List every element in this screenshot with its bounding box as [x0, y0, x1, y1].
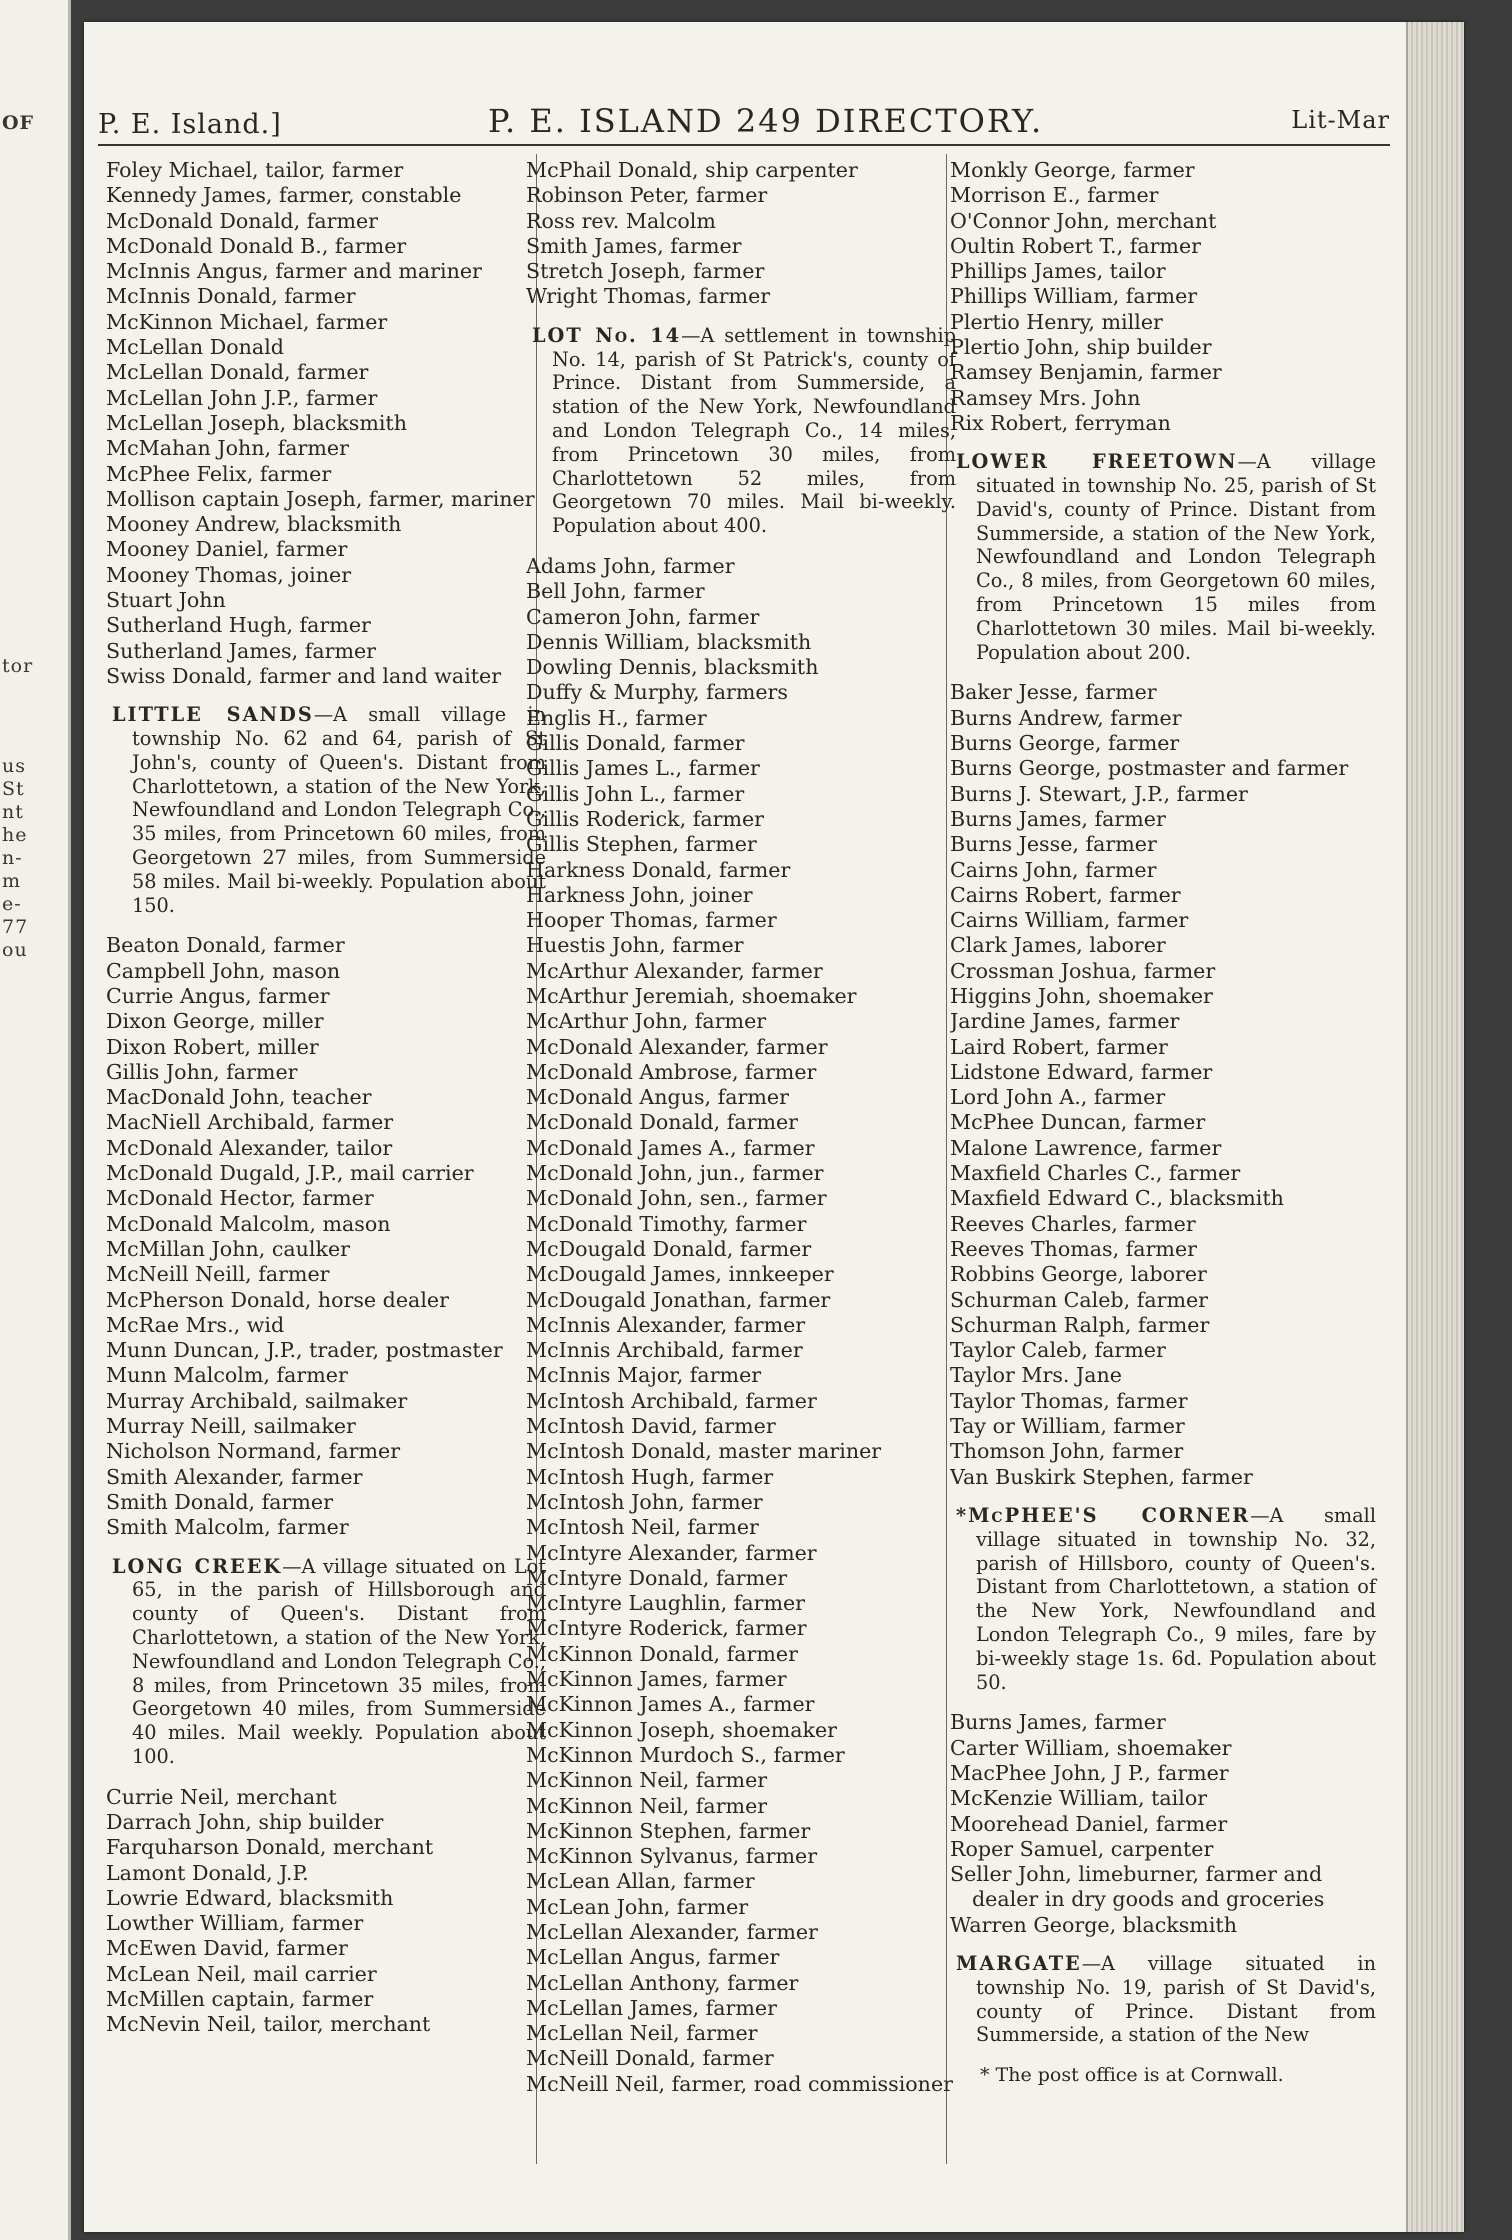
directory-entry: McDonald John, sen., farmer — [526, 1186, 827, 1211]
directory-entry: Smith Alexander, farmer — [106, 1464, 363, 1489]
place-name: *McPHEE'S CORNER — [956, 1503, 1251, 1527]
directory-entry: Burns James, farmer — [950, 1710, 1166, 1735]
directory-entry: Gillis Donald, farmer — [526, 731, 745, 756]
directory-entry: Cameron John, farmer — [526, 604, 760, 629]
directory-entry: Mollison captain Joseph, farmer, mariner — [106, 486, 535, 511]
directory-entry: Burns J. Stewart, J.P., farmer — [950, 781, 1248, 806]
place-name: LOT No. 14 — [532, 323, 682, 347]
directory-entry: McPhail Donald, ship carpenter — [526, 158, 858, 182]
directory-entry: McMillan John, caulker — [106, 1236, 350, 1261]
place-text: —A village situated on Lot 65, in the parish of Hillsborough and county of Queen's. Distant from Charlottetown, a station of the New York, Newfoundland and London Telegraph Co., 8 miles, from Princetown 35 miles, from Georgetown 40 miles, from Summerside 40 miles. Mail weekly. Population about 100. — [132, 1554, 546, 1768]
directory-entry: Higgins John, shoemaker — [950, 984, 1213, 1008]
place-text: —A village situated in township No. 19, parish of St David's, county of Prince. Distant from Summerside, a station of the New — [976, 1951, 1376, 2047]
directory-entry: Ramsey Benjamin, farmer — [950, 360, 1222, 385]
directory-entry: McEwen David, farmer — [106, 1936, 348, 1961]
place-text: —A settlement in township No. 14, parish of St Patrick's, county of Prince. Distant from Summerside, a station of the New York, Newfoundland and London Telegraph Co., 14 miles, from Princetown 30 miles, from Charlottetown 52 miles, from Georgetown 70 miles. Mail bi-weekly. Population about 400. — [552, 323, 956, 538]
directory-entry: McIntosh Archibald, farmer — [526, 1388, 817, 1413]
directory-entry: McRae Mrs., wid — [106, 1312, 285, 1337]
directory-entry: Murray Neill, sailmaker — [106, 1414, 356, 1439]
directory-entry: McDonald Alexander, farmer — [526, 1034, 828, 1059]
directory-entry: McLean Allan, farmer — [526, 1869, 755, 1894]
directory-entry: McDonald Dugald, J.P., mail carrier — [106, 1161, 474, 1186]
directory-entry: Gillis Roderick, farmer — [526, 806, 765, 831]
directory-entry: McDougald Donald, farmer — [526, 1236, 812, 1261]
directory-entry: McDonald Donald B., farmer — [106, 233, 407, 258]
directory-entry: Burns George, postmaster and farmer — [950, 756, 1349, 781]
directory-entry: Currie Neil, merchant — [106, 1784, 337, 1809]
directory-entry: Taylor Thomas, farmer — [950, 1388, 1188, 1413]
page-title: P. E. ISLAND 249 DIRECTORY. — [488, 102, 1044, 140]
header-right-range: Lit-Mar — [1291, 106, 1390, 134]
directory-entry: Crossman Joshua, farmer — [950, 958, 1216, 983]
directory-entry: Jardine James, farmer — [950, 1009, 1180, 1034]
directory-entry: McMahan John, farmer — [106, 436, 349, 461]
directory-entry: Moorehead Daniel, farmer — [950, 1811, 1228, 1836]
directory-entry: McDonald Ambrose, farmer — [526, 1059, 817, 1084]
directory-entry: McDonald Timothy, farmer — [526, 1211, 807, 1236]
directory-entry: Rix Robert, ferryman — [950, 410, 1171, 435]
directory-entry: Cairns William, farmer — [950, 908, 1189, 933]
directory-entry: McInnis Angus, farmer and mariner — [106, 259, 482, 284]
directory-entry: McIntosh Neil, farmer — [526, 1515, 759, 1540]
prev-page-fragment: m — [2, 870, 22, 892]
directory-entry: Cairns Robert, farmer — [950, 882, 1181, 907]
directory-entry: Adams John, farmer — [526, 553, 735, 578]
directory-entry: Lamont Donald, J.P. — [106, 1860, 309, 1885]
directory-entry: McIntosh Hugh, farmer — [526, 1464, 774, 1489]
directory-entry: McIntyre Roderick, farmer — [526, 1616, 807, 1641]
directory-entry: Harkness John, joiner — [526, 882, 753, 907]
directory-entry: Smith James, farmer — [526, 233, 742, 258]
directory-entry: Clark James, laborer — [950, 933, 1166, 958]
directory-entry: McInnis Archibald, farmer — [526, 1338, 803, 1363]
directory-entry: Phillips James, tailor — [950, 259, 1166, 284]
prev-page-fragment: he — [2, 824, 28, 846]
directory-page — [84, 22, 1464, 2232]
directory-entry: McKinnon Stephen, farmer — [526, 1818, 811, 1843]
directory-entry: Thomson John, farmer — [950, 1439, 1184, 1464]
directory-entry: Lowther William, farmer — [106, 1911, 364, 1936]
directory-entry: McMillen captain, farmer — [106, 1987, 374, 2012]
directory-entry: McLellan Donald — [106, 335, 284, 360]
directory-entry: Oultin Robert T., farmer — [950, 233, 1201, 258]
place-text: —A small village in township No. 62 and 64, parish of St John's, county of Queen's. Distant from Charlottetown, a station of the New York, Newfoundland and London Telegraph Co., 35 miles, from Princetown 60 miles, from Georgetown 27 miles, from Summerside 58 miles. Mail bi-weekly. Population about 150. — [132, 703, 546, 917]
directory-entry: McPhee Duncan, farmer — [950, 1110, 1206, 1135]
directory-entry: McNeill Neill, farmer — [106, 1262, 330, 1287]
directory-entry: Munn Duncan, J.P., trader, postmaster — [106, 1338, 503, 1363]
directory-entry: Hooper Thomas, farmer — [526, 908, 777, 933]
column-3 — [950, 158, 1376, 2088]
place-text: —A small village situated in township No. 32, parish of Hillsboro, county of Queen's. Distant from Charlottetown, a station of the New York, Newfoundland and London Telegraph Co., 9 miles, fare by bi-weekly stage 1s. 6d. Population about 50. — [976, 1503, 1377, 1694]
header-left: P. E. Island.] — [98, 109, 282, 140]
place-description — [106, 703, 546, 917]
footnote: * The post office is at Cornwall. — [980, 2064, 1284, 2087]
directory-entry: McLellan Neil, farmer — [526, 2021, 758, 2046]
directory-entry: McLellan Alexander, farmer — [526, 1919, 818, 1944]
previous-page-edge — [0, 0, 71, 2240]
directory-entry: Gillis John L., farmer — [526, 781, 745, 806]
prev-page-fragment: n- — [2, 847, 23, 869]
directory-entry: Dennis William, blacksmith — [526, 629, 812, 654]
directory-entry: Carter William, shoemaker — [950, 1735, 1232, 1760]
directory-entry: McDonald James A., farmer — [526, 1135, 815, 1160]
directory-entry: McKinnon Murdoch S., farmer — [526, 1742, 845, 1767]
directory-entry: McInnis Major, farmer — [526, 1363, 762, 1388]
directory-entry: Van Buskirk Stephen, farmer — [950, 1464, 1253, 1489]
directory-entry: McKinnon Neil, farmer — [526, 1768, 768, 1793]
directory-entry: McNevin Neil, tailor, merchant — [106, 2012, 431, 2037]
prev-page-fragment: tor — [2, 655, 34, 677]
directory-entry: MacDonald John, teacher — [106, 1085, 372, 1110]
directory-entry: Dixon George, miller — [106, 1009, 324, 1034]
directory-entry: McLellan Joseph, blacksmith — [106, 410, 407, 435]
directory-entry: McLean John, farmer — [526, 1894, 749, 1919]
directory-entry: Dixon Robert, miller — [106, 1034, 319, 1059]
directory-entry: O'Connor John, merchant — [950, 208, 1217, 233]
place-name: LITTLE SANDS — [112, 703, 314, 727]
place-description — [950, 450, 1376, 664]
directory-entry: Baker Jesse, farmer — [950, 680, 1157, 705]
directory-entry: Lowrie Edward, blacksmith — [106, 1885, 394, 1910]
directory-entry: MacPhee John, J P., farmer — [950, 1760, 1229, 1785]
directory-entry: Smith Donald, farmer — [106, 1489, 333, 1514]
directory-entry: McInnis Donald, farmer — [106, 284, 356, 309]
directory-entry: MacNiell Archibald, farmer — [106, 1110, 394, 1135]
directory-entry: McNeill Donald, farmer — [526, 2046, 774, 2071]
directory-entry: McKinnon Joseph, shoemaker — [526, 1717, 838, 1742]
directory-entry: Harkness Donald, farmer — [526, 857, 791, 882]
directory-entry: McIntyre Alexander, farmer — [526, 1540, 817, 1565]
directory-entry: McLellan Angus, farmer — [526, 1945, 780, 1970]
directory-entry: Gillis John, farmer — [106, 1059, 298, 1084]
directory-entry: McDonald Hector, farmer — [106, 1186, 374, 1211]
directory-entry: McDougald Jonathan, farmer — [526, 1287, 831, 1312]
directory-entry: Sutherland James, farmer — [106, 638, 377, 663]
directory-entry: Dowling Dennis, blacksmith — [526, 655, 819, 680]
directory-entry: McPherson Donald, horse dealer — [106, 1287, 449, 1312]
directory-entry: Sutherland Hugh, farmer — [106, 613, 371, 638]
directory-entry: Mooney Andrew, blacksmith — [106, 512, 402, 537]
directory-entry: Foley Michael, tailor, farmer — [106, 158, 404, 182]
directory-entry: McDonald Alexander, tailor — [106, 1135, 393, 1160]
directory-entry: Currie Angus, farmer — [106, 984, 330, 1008]
directory-entry: Robinson Peter, farmer — [526, 183, 768, 208]
directory-entry: McArthur Alexander, farmer — [526, 958, 823, 983]
directory-entry: Robbins George, laborer — [950, 1262, 1207, 1287]
directory-entry: Laird Robert, farmer — [950, 1034, 1168, 1059]
directory-entry: Smith Malcolm, farmer — [106, 1515, 349, 1540]
prev-page-fragment: ou — [2, 939, 28, 961]
directory-entry: Mooney Thomas, joiner — [106, 562, 352, 587]
directory-entry: Burns Andrew, farmer — [950, 705, 1182, 730]
directory-entry: Stuart John — [106, 588, 226, 613]
directory-entry: Duffy & Murphy, farmers — [526, 680, 788, 705]
directory-entry: Lidstone Edward, farmer — [950, 1059, 1213, 1084]
directory-entry: McKinnon James, farmer — [526, 1667, 787, 1692]
directory-entry: Plertio Henry, miller — [950, 309, 1163, 334]
directory-entry: Plertio John, ship builder — [950, 335, 1212, 360]
place-description — [106, 1555, 546, 1769]
directory-entry: Phillips William, farmer — [950, 284, 1198, 309]
column-2 — [526, 158, 956, 2097]
directory-entry: Cairns John, farmer — [950, 857, 1157, 882]
prev-page-fragment: e- — [2, 893, 22, 915]
directory-entry: McDougald James, innkeeper — [526, 1262, 834, 1287]
place-name: LONG CREEK — [112, 1554, 283, 1578]
directory-entry: Taylor Caleb, farmer — [950, 1338, 1166, 1363]
directory-entry: Taylor Mrs. Jane — [950, 1363, 1122, 1388]
directory-entry: McKinnon Neil, farmer — [526, 1793, 768, 1818]
directory-entry: Warren George, blacksmith — [950, 1912, 1237, 1937]
directory-entry: McKinnon Sylvanus, farmer — [526, 1844, 818, 1869]
directory-entry: Reeves Thomas, farmer — [950, 1236, 1197, 1261]
directory-entry: Gillis James L., farmer — [526, 756, 760, 781]
directory-entry: McDonald John, jun., farmer — [526, 1161, 824, 1186]
directory-entry: McIntosh David, farmer — [526, 1414, 776, 1439]
directory-entry: Wright Thomas, farmer — [526, 284, 771, 309]
place-text: —A village situated in township No. 25, parish of St David's, county of Prince. Distant from Summerside, a station of the New York, Newfoundland and London Telegraph Co., 8 miles, from Georgetown 60 miles, from Princetown 15 miles from Charlottetown 30 miles. Mail bi-weekly. Population about 200. — [976, 450, 1376, 664]
directory-entry: McIntosh John, farmer — [526, 1489, 763, 1514]
directory-entry: McPhee Felix, farmer — [106, 461, 332, 486]
directory-entry: Nicholson Normand, farmer — [106, 1439, 401, 1464]
directory-entry: Roper Samuel, carpenter — [950, 1836, 1214, 1861]
directory-entry: Malone Lawrence, farmer — [950, 1135, 1222, 1160]
directory-entry: Mooney Daniel, farmer — [106, 537, 348, 562]
directory-entry: Ross rev. Malcolm — [526, 208, 716, 233]
directory-entry: Bell John, farmer — [526, 579, 705, 604]
directory-entry: Englis H., farmer — [526, 705, 707, 730]
directory-entry: Kennedy James, farmer, constable — [106, 183, 462, 208]
directory-entry: Darrach John, ship builder — [106, 1810, 384, 1834]
prev-page-fragment: us — [2, 755, 26, 777]
directory-entry: Maxfield Edward C., blacksmith — [950, 1186, 1284, 1211]
directory-entry: McLellan Donald, farmer — [106, 360, 369, 385]
prev-page-fragment: OF — [2, 112, 35, 134]
directory-entry: Swiss Donald, farmer and land waiter — [106, 663, 502, 688]
directory-entry: Burns George, farmer — [950, 731, 1180, 756]
directory-entry: Beaton Donald, farmer — [106, 933, 345, 958]
directory-entry: Burns James, farmer — [950, 806, 1166, 831]
directory-entry: McKenzie William, tailor — [950, 1786, 1208, 1811]
directory-entry: Maxfield Charles C., farmer — [950, 1161, 1241, 1186]
directory-entry: McDonald Donald, farmer — [106, 208, 379, 233]
directory-entry: Huestis John, farmer — [526, 933, 744, 958]
directory-entry: Reeves Charles, farmer — [950, 1211, 1196, 1236]
directory-entry: McIntosh Donald, master mariner — [526, 1439, 882, 1464]
place-description — [526, 324, 956, 538]
directory-entry: McLellan Anthony, farmer — [526, 1970, 799, 1995]
directory-entry: McLellan John J.P., farmer — [106, 385, 378, 410]
page-header — [98, 84, 1390, 146]
place-name: LOWER FREETOWN — [956, 450, 1238, 474]
directory-entry: McInnis Alexander, farmer — [526, 1312, 806, 1337]
directory-entry: Seller John, limeburner, farmer and dealer in dry goods and groceries — [950, 1862, 1325, 1912]
directory-entry: McDonald Malcolm, mason — [106, 1211, 391, 1236]
directory-entry: Burns Jesse, farmer — [950, 832, 1157, 857]
prev-page-fragment: St — [2, 778, 25, 800]
directory-entry: McArthur John, farmer — [526, 1009, 767, 1034]
directory-entry: Monkly George, farmer — [950, 158, 1195, 182]
directory-entry: Farquharson Donald, merchant — [106, 1835, 434, 1860]
directory-entry: McIntyre Donald, farmer — [526, 1565, 788, 1590]
column-1 — [106, 158, 546, 2038]
directory-entry: McKinnon Michael, farmer — [106, 309, 388, 334]
directory-entry: Murray Archibald, sailmaker — [106, 1388, 408, 1413]
directory-entry: McLellan James, farmer — [526, 1995, 777, 2020]
directory-entry: McArthur Jeremiah, shoemaker — [526, 984, 857, 1008]
directory-entry: McKinnon Donald, farmer — [526, 1641, 798, 1666]
directory-entry: Ramsey Mrs. John — [950, 385, 1141, 410]
directory-entry: McDonald Angus, farmer — [526, 1085, 789, 1110]
place-name: MARGATE — [956, 1951, 1082, 1975]
prev-page-fragment: nt — [2, 801, 24, 823]
prev-page-fragment: 77 — [2, 916, 29, 938]
directory-entry: McDonald Donald, farmer — [526, 1110, 799, 1135]
directory-entry: Tay or William, farmer — [950, 1414, 1185, 1439]
directory-entry: Campbell John, mason — [106, 958, 341, 983]
directory-entry: McLean Neil, mail carrier — [106, 1961, 377, 1986]
directory-entry: Lord John A., farmer — [950, 1085, 1166, 1110]
directory-entry: McKinnon James A., farmer — [526, 1692, 815, 1717]
directory-entry: McNeill Neil, farmer, road commissioner — [526, 2071, 953, 2096]
directory-entry: Gillis Stephen, farmer — [526, 832, 757, 857]
directory-entry: Stretch Joseph, farmer — [526, 259, 765, 284]
directory-entry: McIntyre Laughlin, farmer — [526, 1591, 806, 1616]
book-spine-edge — [1406, 22, 1464, 2232]
place-description — [950, 1504, 1376, 1694]
directory-entry: Schurman Ralph, farmer — [950, 1312, 1210, 1337]
directory-entry: Munn Malcolm, farmer — [106, 1363, 348, 1388]
directory-entry: Morrison E., farmer — [950, 183, 1159, 208]
place-description — [950, 1952, 1376, 2047]
directory-entry: Schurman Caleb, farmer — [950, 1287, 1209, 1312]
